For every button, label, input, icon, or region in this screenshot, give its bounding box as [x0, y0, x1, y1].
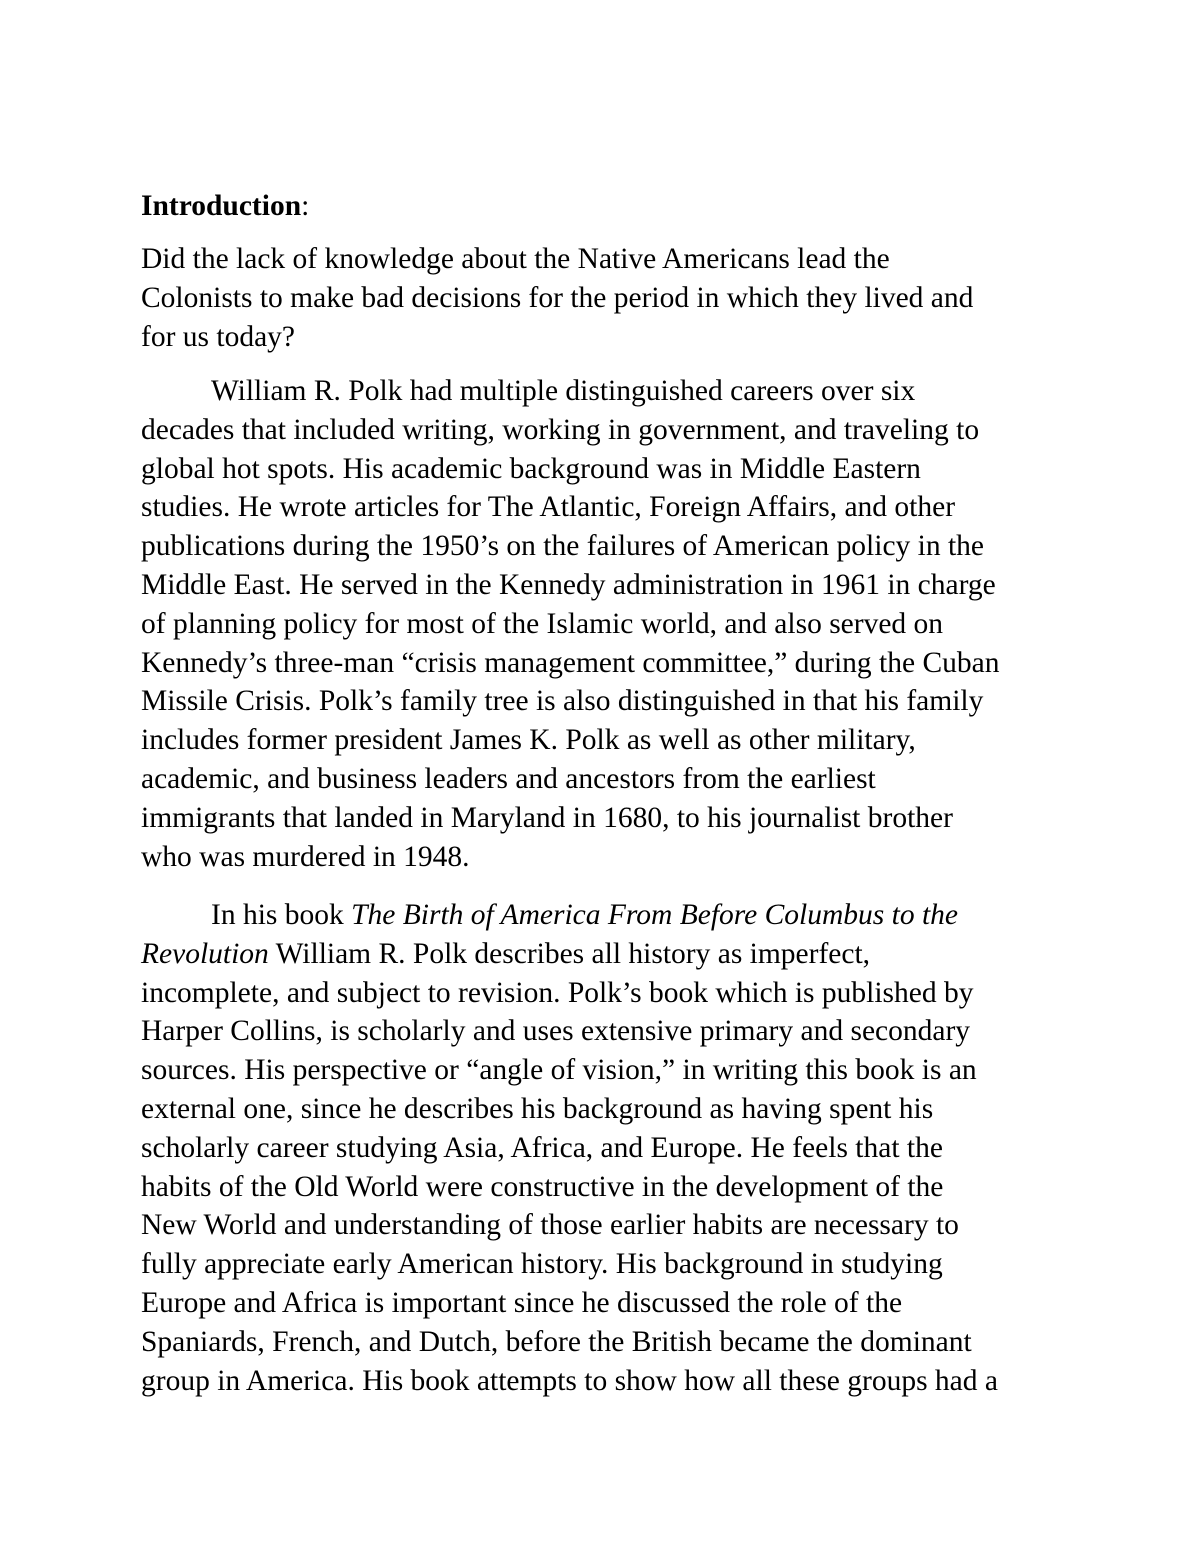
paragraph-line: decades that included writing, working in government, and traveling to	[141, 413, 980, 446]
paragraph-line: scholarly career studying Asia, Africa, and Europe. He feels that the	[141, 1131, 943, 1164]
paragraph-line: studies. He wrote articles for The Atlantic, Foreign Affairs, and other	[141, 491, 956, 524]
heading-label: Introduction	[141, 190, 302, 222]
paragraph-line: Missile Crisis. Polk’s family tree is also distinguished in that his family	[141, 685, 984, 718]
book-title: The Birth of America From Before Columbus to the	[351, 899, 959, 931]
paragraph-line: who was murdered in 1948.	[141, 840, 470, 873]
paragraph-line: New World and understanding of those earlier habits are necessary to	[141, 1209, 959, 1242]
question-line: for us today?	[141, 320, 296, 353]
paragraph-text: William R. Polk describes all history as imperfect,	[268, 937, 871, 970]
paragraph-line: publications during the 1950’s on the failures of American policy in the	[141, 530, 985, 563]
paragraph-line: group in America. His book attempts to show how all these groups had a	[141, 1364, 998, 1397]
paragraph-line: habits of the Old World were constructive in the development of the	[141, 1170, 944, 1203]
paragraph-book-overview	[141, 896, 1200, 1400]
paragraph-line: external one, since he describes his background as having spent his	[141, 1092, 934, 1125]
question-line: Colonists to make bad decisions for the period in which they lived and	[141, 281, 974, 314]
paragraph-line: Spaniards, French, and Dutch, before the British became the dominant	[141, 1325, 972, 1358]
book-title: Revolution	[141, 937, 269, 970]
paragraph-line: sources. His perspective or “angle of vision,” in writing this book is an	[141, 1054, 977, 1087]
paragraph-line	[141, 935, 1200, 974]
paragraph-line: academic, and business leaders and ancestors from the earliest	[141, 762, 876, 795]
paragraph-line: includes former president James K. Polk as well as other military,	[141, 724, 916, 757]
paragraph-line: Middle East. He served in the Kennedy administration in 1961 in charge	[141, 568, 996, 601]
paragraph-line: William R. Polk had multiple distinguished careers over six	[211, 375, 916, 407]
paragraph-line: incomplete, and subject to revision. Polk’s book which is published by	[141, 976, 974, 1009]
paragraph-line: of planning policy for most of the Islamic world, and also served on	[141, 607, 944, 640]
research-question	[141, 240, 1200, 356]
paragraph-line: global hot spots. His academic background was in Middle Eastern	[141, 452, 921, 485]
paragraph-author-background	[141, 372, 1200, 876]
paragraph-line: Harper Collins, is scholarly and uses extensive primary and secondary	[141, 1015, 971, 1048]
paragraph-line: Kennedy’s three-man “crisis management committee,” during the Cuban	[141, 646, 1000, 679]
heading-colon: :	[301, 190, 310, 222]
paragraph-text: In his book	[211, 899, 352, 931]
paragraph-line: immigrants that landed in Maryland in 1680, to his journalist brother	[141, 801, 953, 834]
paragraph-line: Europe and Africa is important since he discussed the role of the	[141, 1286, 903, 1319]
paragraph-line: fully appreciate early American history. His background in studying	[141, 1248, 943, 1281]
paragraph-line	[141, 896, 1200, 935]
question-line: Did the lack of knowledge about the Native Americans lead the	[141, 243, 890, 275]
section-heading	[141, 187, 1200, 226]
